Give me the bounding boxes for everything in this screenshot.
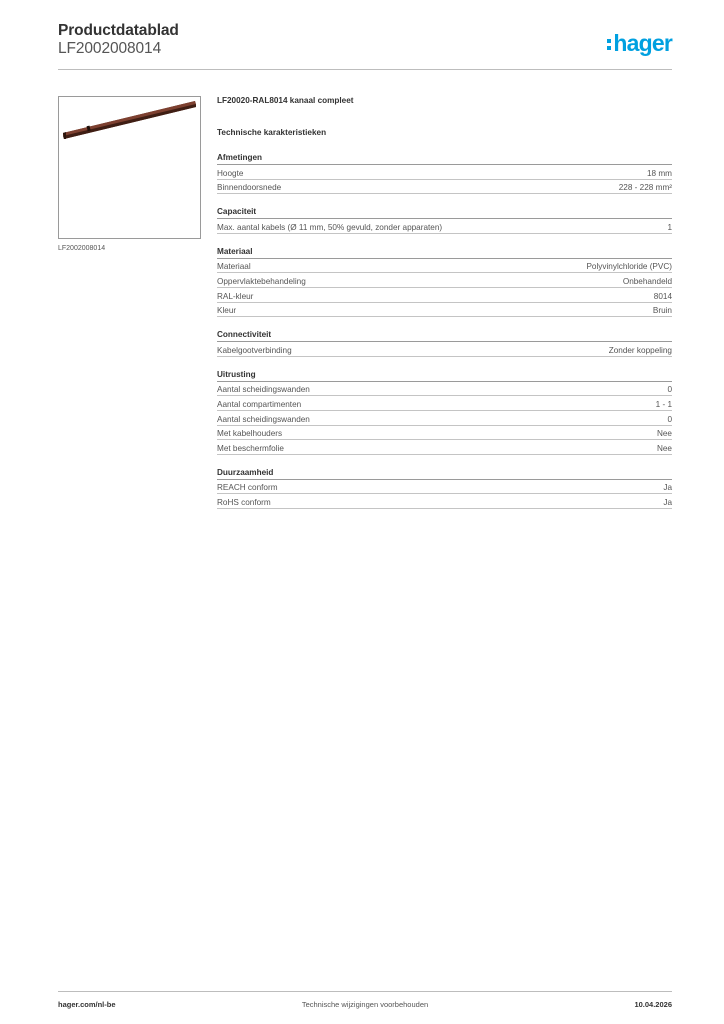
logo-text: hager <box>613 29 672 56</box>
product-title: LF20020-RAL8014 kanaal compleet <box>217 96 354 105</box>
spec-row <box>217 411 672 426</box>
spec-value: Nee <box>656 443 672 453</box>
spec-row <box>217 259 672 274</box>
spec-value: 0 <box>667 385 672 395</box>
spec-row <box>217 382 672 397</box>
footer-date: 10.04.2026 <box>634 1000 672 1009</box>
spec-sheet <box>217 96 672 509</box>
spec-value: 1 - 1 <box>655 399 672 409</box>
spec-label: RoHS conform <box>217 497 271 507</box>
spec-row <box>217 494 672 509</box>
spec-row <box>217 288 672 303</box>
logo-dots-icon <box>607 39 611 50</box>
spec-row <box>217 273 672 288</box>
spec-label: Hoogte <box>217 168 244 178</box>
spec-groups <box>217 140 672 509</box>
page-title: Productdatablad <box>58 22 179 39</box>
spec-row <box>217 426 672 441</box>
spec-row <box>217 396 672 411</box>
group-title: Uitrusting <box>217 357 672 382</box>
spec-label: Materiaal <box>217 262 251 272</box>
group-title: Materiaal <box>217 234 672 259</box>
spec-label: Max. aantal kabels (Ø 11 mm, 50% gevuld, zonder apparaten) <box>217 222 443 232</box>
spec-label: RAL-kleur <box>217 291 254 301</box>
spec-value: Bruin <box>652 306 672 316</box>
spec-row <box>217 219 672 234</box>
spec-label: Oppervlaktebehandeling <box>217 276 306 286</box>
spec-label: Aantal scheidingswanden <box>217 414 310 424</box>
spec-row <box>217 303 672 318</box>
spec-row <box>217 440 672 455</box>
group-title: Capaciteit <box>217 194 672 219</box>
spec-row <box>217 165 672 180</box>
image-caption: LF2002008014 <box>58 245 106 252</box>
section-heading: Technische karakteristieken <box>217 128 327 137</box>
page-footer <box>58 991 672 1011</box>
spec-label: Binnendoorsnede <box>217 183 282 193</box>
spec-row <box>217 480 672 495</box>
spec-row <box>217 180 672 195</box>
spec-value: 1 <box>667 222 672 232</box>
hager-logo <box>607 30 672 56</box>
spec-value: Onbehandeld <box>622 276 672 286</box>
product-code: LF2002008014 <box>58 40 162 57</box>
spec-value: 8014 <box>653 291 672 301</box>
cable-duct-product-image <box>59 97 200 238</box>
page-header <box>58 22 672 70</box>
spec-value: Polyvinylchloride (PVC) <box>586 262 672 272</box>
spec-value: Zonder koppeling <box>608 345 672 355</box>
spec-value: Nee <box>656 429 672 439</box>
spec-value: 228 - 228 mm² <box>618 183 672 193</box>
spec-value: 0 <box>667 414 672 424</box>
group-title: Duurzaamheid <box>217 455 672 480</box>
spec-label: Aantal compartimenten <box>217 399 302 409</box>
footer-website: hager.com/nl-be <box>58 1000 116 1009</box>
product-image <box>58 96 201 239</box>
spec-row <box>217 342 672 357</box>
spec-label: Aantal scheidingswanden <box>217 385 310 395</box>
spec-label: Kleur <box>217 306 237 316</box>
spec-label: Met kabelhouders <box>217 429 283 439</box>
group-title: Connectiviteit <box>217 317 672 342</box>
spec-value: 18 mm <box>646 168 672 178</box>
footer-notice: Technische wijzigingen voorbehouden <box>301 1000 429 1009</box>
spec-label: REACH conform <box>217 483 278 493</box>
spec-label: Met beschermfolie <box>217 443 284 453</box>
spec-label: Kabelgootverbinding <box>217 345 292 355</box>
spec-value: Ja <box>663 483 672 493</box>
spec-value: Ja <box>663 497 672 507</box>
group-title: Afmetingen <box>217 140 672 165</box>
